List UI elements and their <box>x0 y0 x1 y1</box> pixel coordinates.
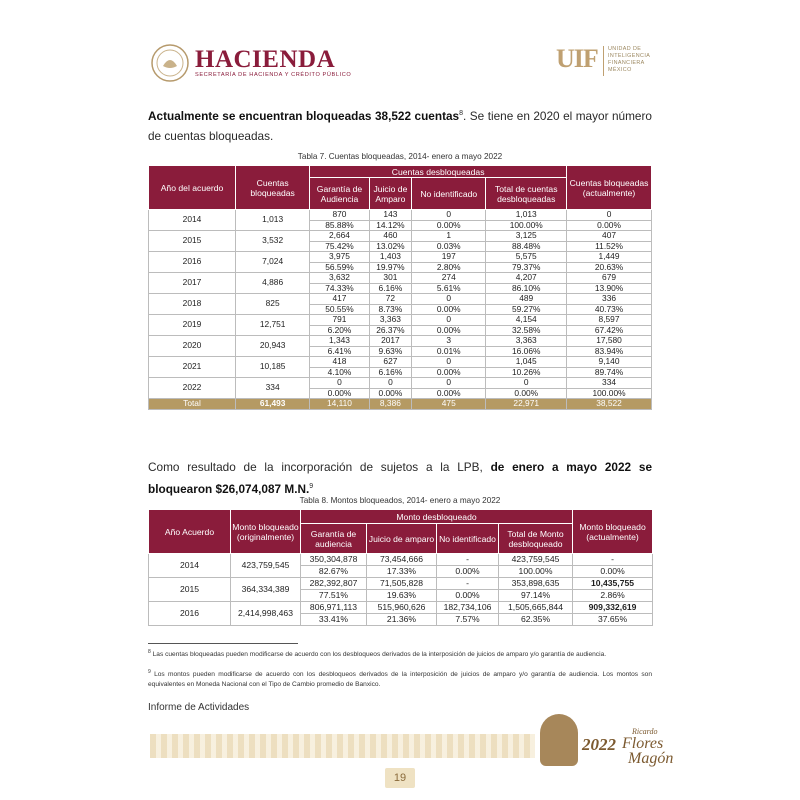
cell-year: 2017 <box>149 273 236 294</box>
cell-count: 418 <box>310 357 369 368</box>
cell-count: - <box>437 578 499 590</box>
cell-percent: 100.00% <box>567 388 652 399</box>
cell-percent: 75.42% <box>310 241 369 252</box>
cell-percent: 6.41% <box>310 346 369 357</box>
cell-percent: 9.63% <box>369 346 411 357</box>
table-row <box>149 602 653 614</box>
footnote-8: $^8$ Las cuentas bloqueadas pueden modificarse de acuerdo con los desbloqueos derivados de la interposición de juicios de amparo y/o garantía de audiencia. <box>148 649 607 659</box>
hacienda-subtitle: SECRETARÍA DE HACIENDA Y CRÉDITO PÚBLICO <box>195 72 352 78</box>
footnote-9: $^9$ Los montos pueden modificarse de acuerdo con los desbloqueos derivados de la interposición de juicios de amparo y/o garantía de audiencia. Los montos son equivalentes en Moneda Nacional con el Tipo de Cambio promedio de Banxico. <box>148 669 652 688</box>
cell-percent: 0.00% <box>412 220 486 231</box>
table-total-row: Total 61,493 14,110 8,386 475 22,971 38,522 <box>149 399 652 410</box>
header-total: Total de Monto desbloqueado <box>499 524 573 554</box>
cell-percent: 13.90% <box>567 283 652 294</box>
cell-count: 0 <box>412 315 486 326</box>
cell-count: 3,632 <box>310 273 369 284</box>
cell-percent: 56.59% <box>310 262 369 273</box>
cell-count: 301 <box>369 273 411 284</box>
cell-year: 2021 <box>149 357 236 378</box>
cell-count: 274 <box>412 273 486 284</box>
header-current: Cuentas bloqueadas (actualmente) <box>567 166 652 210</box>
cell-year: 2016 <box>149 252 236 273</box>
cell-percent: 100.00% <box>486 220 567 231</box>
cell-percent: 0.00% <box>437 566 499 578</box>
cell-percent: 74.33% <box>310 283 369 294</box>
cell-count: 336 <box>567 294 652 305</box>
cell-percent: 0.03% <box>412 241 486 252</box>
cell-count: 9,140 <box>567 357 652 368</box>
cell-percent: 4.10% <box>310 367 369 378</box>
hacienda-title: HACIENDA <box>195 46 336 73</box>
year-logo: 2022 <box>582 735 616 754</box>
cell-count: 0 <box>486 378 567 389</box>
flores-magon-logo: Ricardo Flores Magón <box>622 727 674 767</box>
table-row <box>149 210 652 221</box>
cell-percent: 0.00% <box>486 388 567 399</box>
cell-year: 2014 <box>149 554 231 578</box>
cell-count: 3,363 <box>486 336 567 347</box>
header-total: Total de cuentas desbloqueadas <box>486 178 567 210</box>
cell-year: 2018 <box>149 294 236 315</box>
cell-count: 334 <box>567 378 652 389</box>
uif-divider <box>603 46 604 76</box>
cell-count: 73,454,666 <box>367 554 437 566</box>
table-row <box>149 554 653 566</box>
cell-year: 2016 <box>149 602 231 626</box>
cell-count: 3,125 <box>486 231 567 242</box>
cell-blocked: 4,886 <box>236 273 310 294</box>
cell-percent: 6.16% <box>369 367 411 378</box>
cell-percent: 77.51% <box>301 590 367 602</box>
cell-percent: 33.41% <box>301 614 367 626</box>
cell-percent: 8.73% <box>369 304 411 315</box>
cell-count: 2,664 <box>310 231 369 242</box>
table-row <box>149 252 652 263</box>
cell-percent: 79.37% <box>486 262 567 273</box>
cell-count: 182,734,106 <box>437 602 499 614</box>
cell-count: 1,449 <box>567 252 652 263</box>
cell-count: 2017 <box>369 336 411 347</box>
cell-percent: 5.61% <box>412 283 486 294</box>
cell-count: 627 <box>369 357 411 368</box>
header-group: Monto desbloqueado <box>301 510 573 524</box>
cell-percent: 0.00% <box>369 388 411 399</box>
cell-year: 2015 <box>149 578 231 602</box>
cell-percent: 20.63% <box>567 262 652 273</box>
cell-count: 679 <box>567 273 652 284</box>
cell-percent: 14.12% <box>369 220 411 231</box>
table8-caption: Tabla 8. Montos bloqueados, 2014- enero a mayo 2022 <box>299 496 501 505</box>
cell-blocked: 364,334,389 <box>231 578 301 602</box>
cell-year: 2019 <box>149 315 236 336</box>
report-title: Informe de Actividades <box>148 702 250 713</box>
cell-count: 806,971,113 <box>301 602 367 614</box>
cell-percent: 88.48% <box>486 241 567 252</box>
cell-count: 1,013 <box>486 210 567 221</box>
cell-count: 353,898,635 <box>499 578 573 590</box>
table-row <box>149 378 652 389</box>
cell-percent: 100.00% <box>499 566 573 578</box>
cell-percent: 86.10% <box>486 283 567 294</box>
cell-percent: 17.33% <box>367 566 437 578</box>
table-cuentas-bloqueadas <box>148 165 652 410</box>
cell-blocked: 3,532 <box>236 231 310 252</box>
cell-count: 0 <box>567 210 652 221</box>
montos-paragraph: Como resultado de la incorporación de sujetos a la LPB, de enero a mayo 2022 se bloquearon $26,074,087 M.N.$^9$ <box>148 460 653 496</box>
cell-count: 5,575 <box>486 252 567 263</box>
cell-count: 3,975 <box>310 252 369 263</box>
cell-count: 0 <box>412 294 486 305</box>
cell-count: 0 <box>369 378 411 389</box>
cell-count: 350,304,878 <box>301 554 367 566</box>
cell-count: 417 <box>310 294 369 305</box>
page-number: 19 <box>385 768 415 788</box>
cell-count: 423,759,545 <box>499 554 573 566</box>
footnote-rule <box>148 643 298 644</box>
cell-percent: 85.88% <box>310 220 369 231</box>
uif-logo: UIF <box>556 44 598 73</box>
cell-percent: 0.00% <box>412 304 486 315</box>
cell-count: 1 <box>412 231 486 242</box>
cell-percent: 0.00% <box>567 220 652 231</box>
cell-percent: 21.36% <box>367 614 437 626</box>
header-current: Monto bloqueado (actualmente) <box>573 510 653 554</box>
cell-percent: 16.06% <box>486 346 567 357</box>
cell-percent: 0.00% <box>412 388 486 399</box>
cell-percent: 0.00% <box>310 388 369 399</box>
cell-year: 2015 <box>149 231 236 252</box>
cell-count: 17,580 <box>567 336 652 347</box>
cell-percent: 40.73% <box>567 304 652 315</box>
cell-count: 4,154 <box>486 315 567 326</box>
cell-count: 10,435,755 <box>573 578 653 590</box>
intro-paragraph: Actualmente se encuentran bloqueadas 38,522 cuentas$^8$. Se tiene en 2020 el mayor número de cuentas bloqueadas. <box>148 108 652 143</box>
cell-count: 1,045 <box>486 357 567 368</box>
cell-count: 197 <box>412 252 486 263</box>
cell-blocked: 10,185 <box>236 357 310 378</box>
cell-count: 143 <box>369 210 411 221</box>
table-row <box>149 315 652 326</box>
cell-count: 0 <box>412 210 486 221</box>
cell-percent: 0.01% <box>412 346 486 357</box>
cell-percent: 0.00% <box>412 367 486 378</box>
cell-percent: 32.58% <box>486 325 567 336</box>
cell-percent: 26.37% <box>369 325 411 336</box>
table-row <box>149 231 652 242</box>
cell-percent: 62.35% <box>499 614 573 626</box>
cell-blocked: 12,751 <box>236 315 310 336</box>
table-row <box>149 578 653 590</box>
decorative-band <box>150 734 535 758</box>
cell-count: 1,403 <box>369 252 411 263</box>
table-montos-bloqueados <box>148 509 653 626</box>
cell-count: 489 <box>486 294 567 305</box>
cell-percent: 37.65% <box>573 614 653 626</box>
header-group: Cuentas desbloqueadas <box>310 166 567 178</box>
cell-count: 870 <box>310 210 369 221</box>
cell-count: 407 <box>567 231 652 242</box>
header-blocked: Monto bloqueado (originalmente) <box>231 510 301 554</box>
cell-blocked: 2,414,998,463 <box>231 602 301 626</box>
cell-blocked: 7,024 <box>236 252 310 273</box>
cell-percent: 67.42% <box>567 325 652 336</box>
header-blocked: Cuentas bloqueadas <box>236 166 310 210</box>
header-noid: No identificado <box>437 524 499 554</box>
cell-year: 2020 <box>149 336 236 357</box>
cell-year: 2014 <box>149 210 236 231</box>
cell-count: 0 <box>412 357 486 368</box>
cell-count: - <box>437 554 499 566</box>
cell-percent: 0.00% <box>437 590 499 602</box>
cell-count: 72 <box>369 294 411 305</box>
cell-percent: 19.63% <box>367 590 437 602</box>
table-row <box>149 357 652 368</box>
cell-count: 460 <box>369 231 411 242</box>
cell-percent: 10.26% <box>486 367 567 378</box>
cell-count: 71,505,828 <box>367 578 437 590</box>
cell-count: 1,343 <box>310 336 369 347</box>
cell-percent: 19.97% <box>369 262 411 273</box>
cell-count: 0 <box>310 378 369 389</box>
header-garantia: Garantía de Audiencia <box>310 178 369 210</box>
cell-count: 0 <box>412 378 486 389</box>
table-row <box>149 336 652 347</box>
cell-percent: 0.00% <box>573 566 653 578</box>
cell-percent: 0.00% <box>412 325 486 336</box>
cell-percent: 89.74% <box>567 367 652 378</box>
cell-percent: 50.55% <box>310 304 369 315</box>
cell-year: 2022 <box>149 378 236 399</box>
cell-blocked: 1,013 <box>236 210 310 231</box>
cell-percent: 97.14% <box>499 590 573 602</box>
header-year: Año del acuerdo <box>149 166 236 210</box>
cell-count: 8,597 <box>567 315 652 326</box>
header-year: Año Acuerdo <box>149 510 231 554</box>
hacienda-seal-logo <box>151 44 189 82</box>
cell-percent: 6.20% <box>310 325 369 336</box>
cell-count: - <box>573 554 653 566</box>
table-row <box>149 273 652 284</box>
cell-count: 282,392,807 <box>301 578 367 590</box>
table-row <box>149 294 652 305</box>
header-juicio: Juicio de amparo <box>367 524 437 554</box>
cell-percent: 83.94% <box>567 346 652 357</box>
cell-blocked: 20,943 <box>236 336 310 357</box>
cell-blocked: 423,759,545 <box>231 554 301 578</box>
cell-blocked: 825 <box>236 294 310 315</box>
portrait-illustration <box>540 714 578 766</box>
cell-count: 1,505,665,844 <box>499 602 573 614</box>
cell-count: 791 <box>310 315 369 326</box>
cell-count: 4,207 <box>486 273 567 284</box>
cell-percent: 82.67% <box>301 566 367 578</box>
cell-percent: 59.27% <box>486 304 567 315</box>
cell-count: 909,332,619 <box>573 602 653 614</box>
uif-name: UNIDAD DE INTELIGENCIA FINANCIERA MÉXICO <box>608 46 651 73</box>
header-noid: No identificado <box>412 178 486 210</box>
cell-percent: 11.52% <box>567 241 652 252</box>
cell-percent: 7.57% <box>437 614 499 626</box>
cell-count: 515,960,626 <box>367 602 437 614</box>
cell-count: 3 <box>412 336 486 347</box>
cell-count: 3,363 <box>369 315 411 326</box>
header-garantia: Garantía de audiencia <box>301 524 367 554</box>
cell-percent: 6.16% <box>369 283 411 294</box>
cell-blocked: 334 <box>236 378 310 399</box>
cell-percent: 13.02% <box>369 241 411 252</box>
table7-caption: Tabla 7. Cuentas bloqueadas, 2014- enero a mayo 2022 <box>297 152 503 161</box>
cell-percent: 2.86% <box>573 590 653 602</box>
cell-percent: 2.80% <box>412 262 486 273</box>
header-juicio: Juicio de Amparo <box>369 178 411 210</box>
